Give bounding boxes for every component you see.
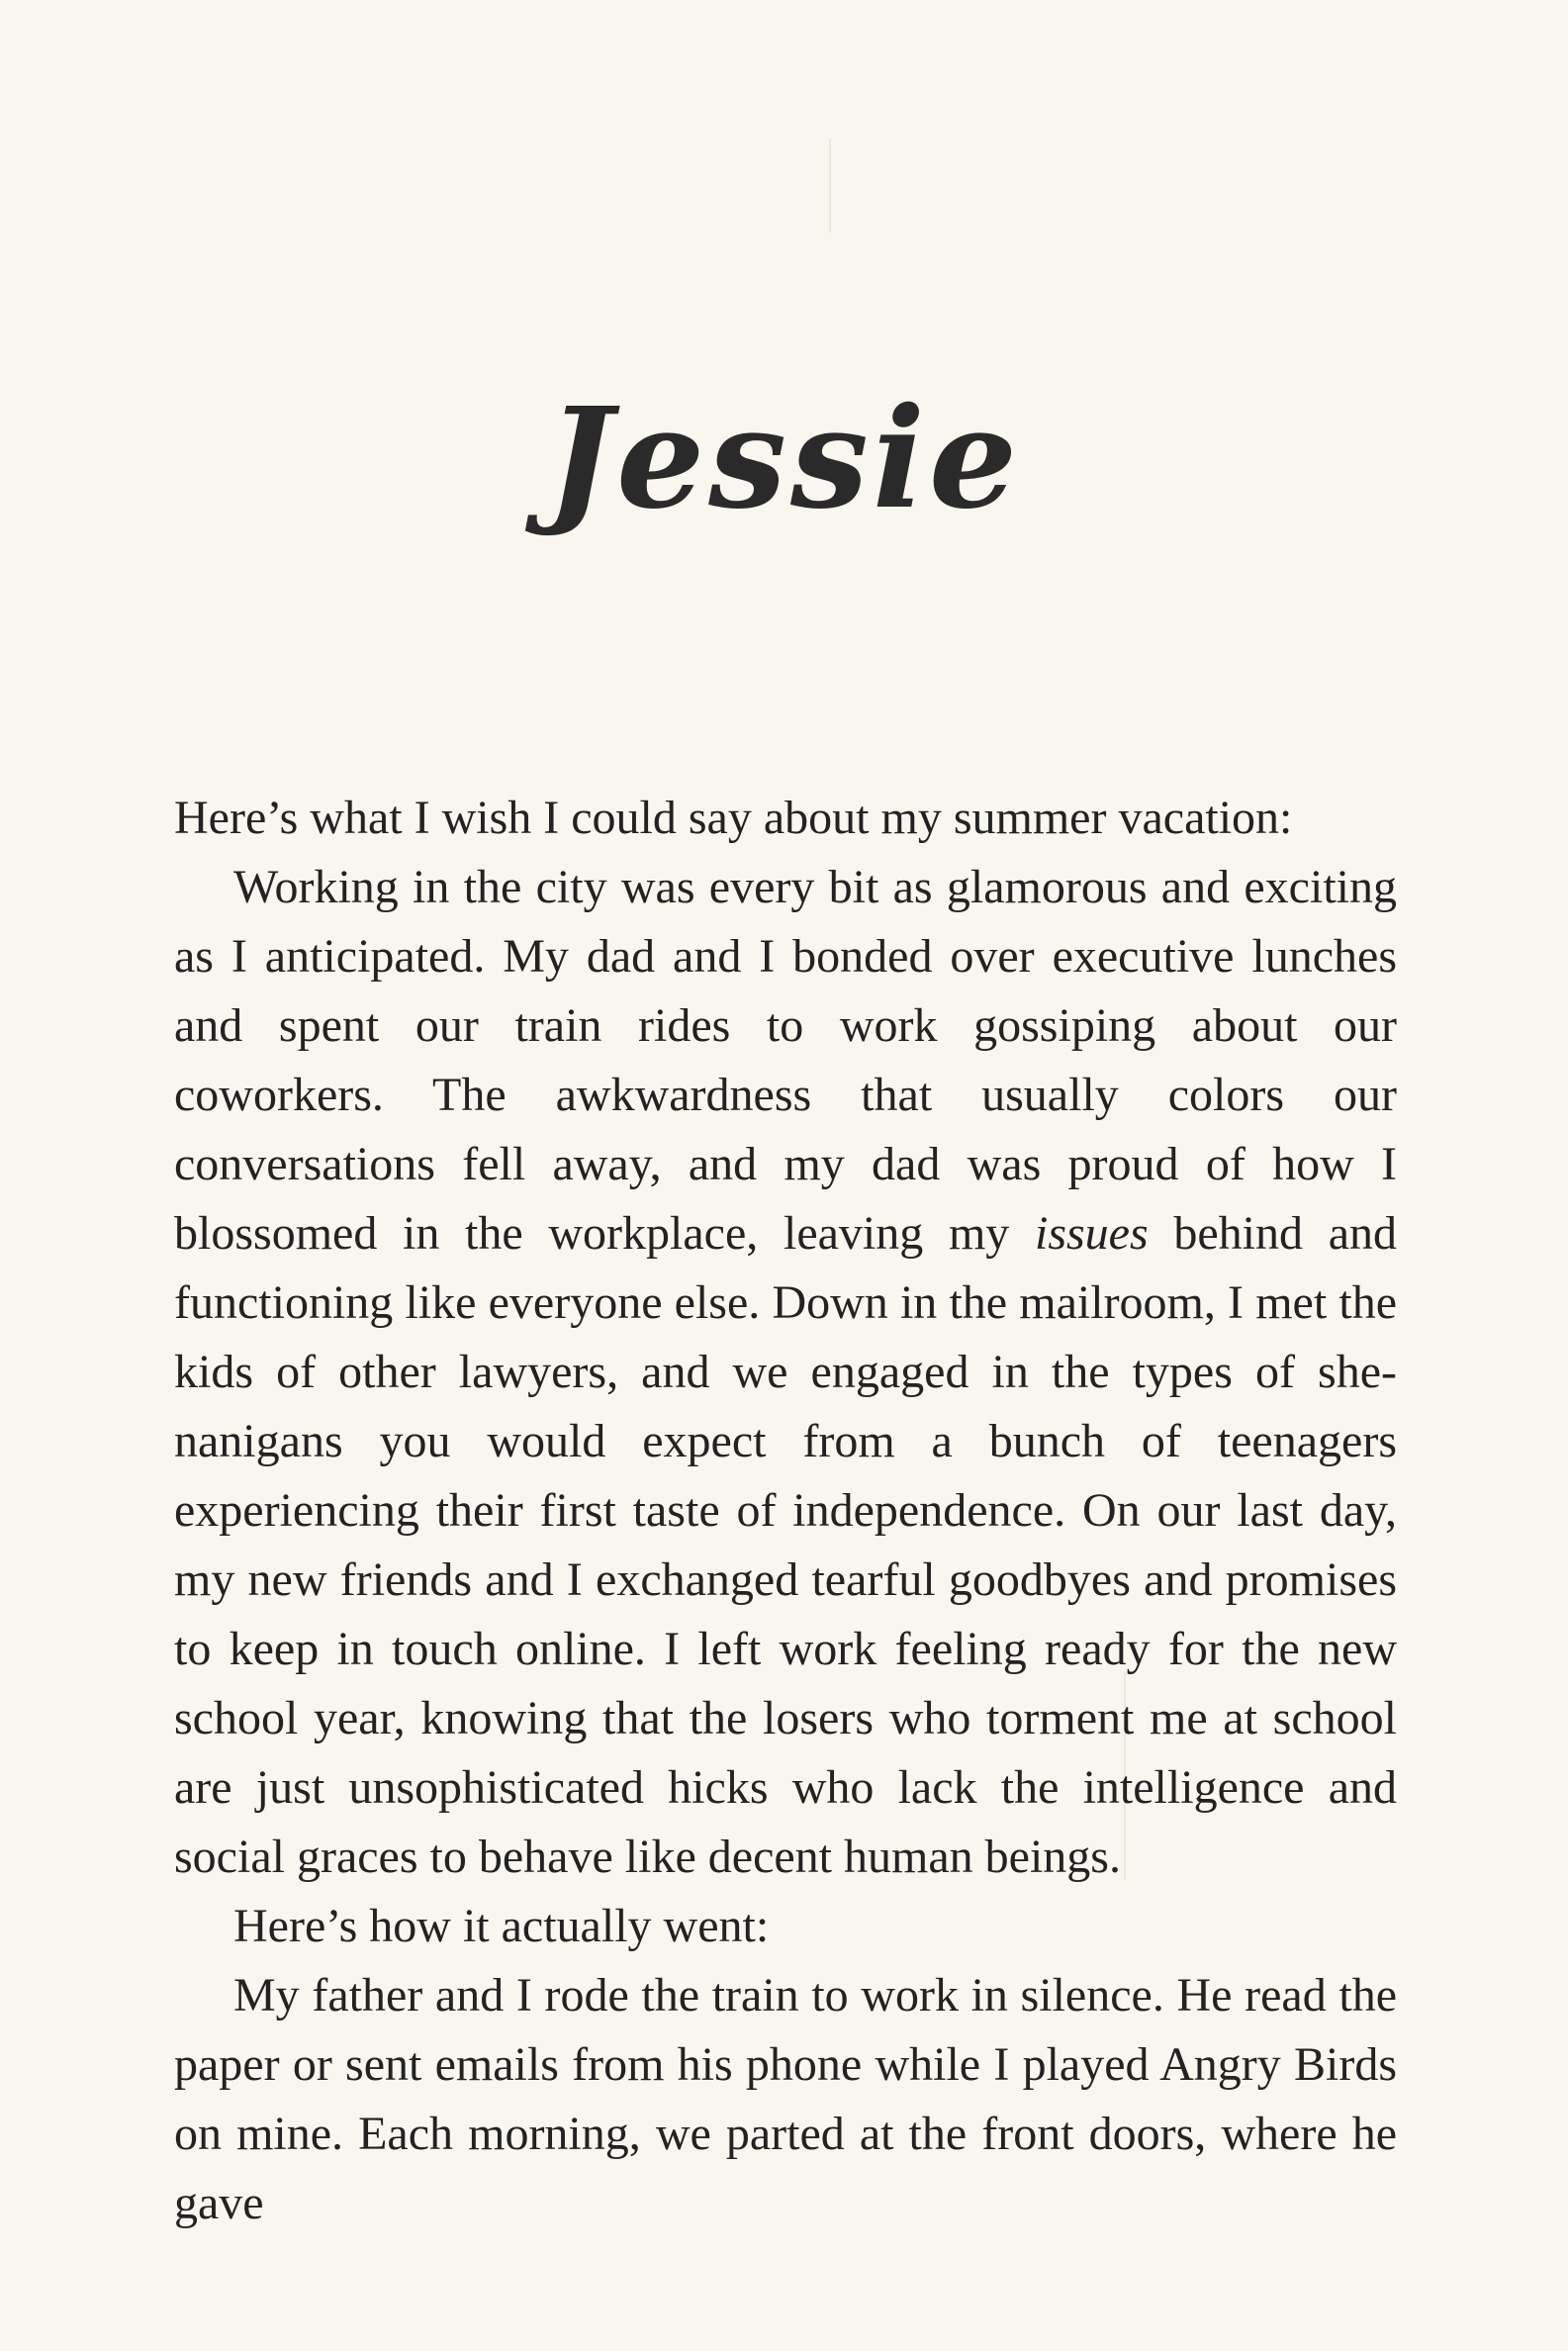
- paragraph-1: Here’s what I wish I could say about my summer vacation:: [174, 792, 1293, 844]
- paragraph-4: My father and I rode the train to work in silence. He read the paper or sent emails from his phone while I played Angry Birds on mine. Each morning, we parted at the front doors, where he gave: [174, 1969, 1397, 2229]
- paragraph-2: [174, 853, 1397, 1892]
- scan-crease-top: [829, 139, 831, 233]
- paragraph-3: Here’s how it actually went:: [233, 1900, 770, 1952]
- body-text: [174, 784, 1397, 2238]
- chapter-title: Jessie: [546, 377, 1022, 540]
- paragraph-2-start: Working in the city was every bit as glamorous and exciting as I anticipated. My dad and I bonded over executive lunches and spent our train rides to work gossiping about our coworkers. The awkwardness that usually colors our conversations fell away, and my dad was proud of how I blossomed in the workplace, leaving my: [174, 861, 1397, 1260]
- italic-issues: issues: [1034, 1207, 1149, 1260]
- paragraph-2-end: behind and functioning like everyone else. Down in the mailroom, I met the kids of other lawyers, and we engaged in the types of shenanigans you would expect from a bunch of teenagers experiencing their first taste of independence. On our last day, my new friends and I exchanged tearful goodbyes and promises to keep in touch online. I left work feeling ready for the new school year, knowing that the losers who torment me at school are just unsophisticated hicks who lack the intelligence and social graces to behave like decent human beings.: [174, 1207, 1397, 1883]
